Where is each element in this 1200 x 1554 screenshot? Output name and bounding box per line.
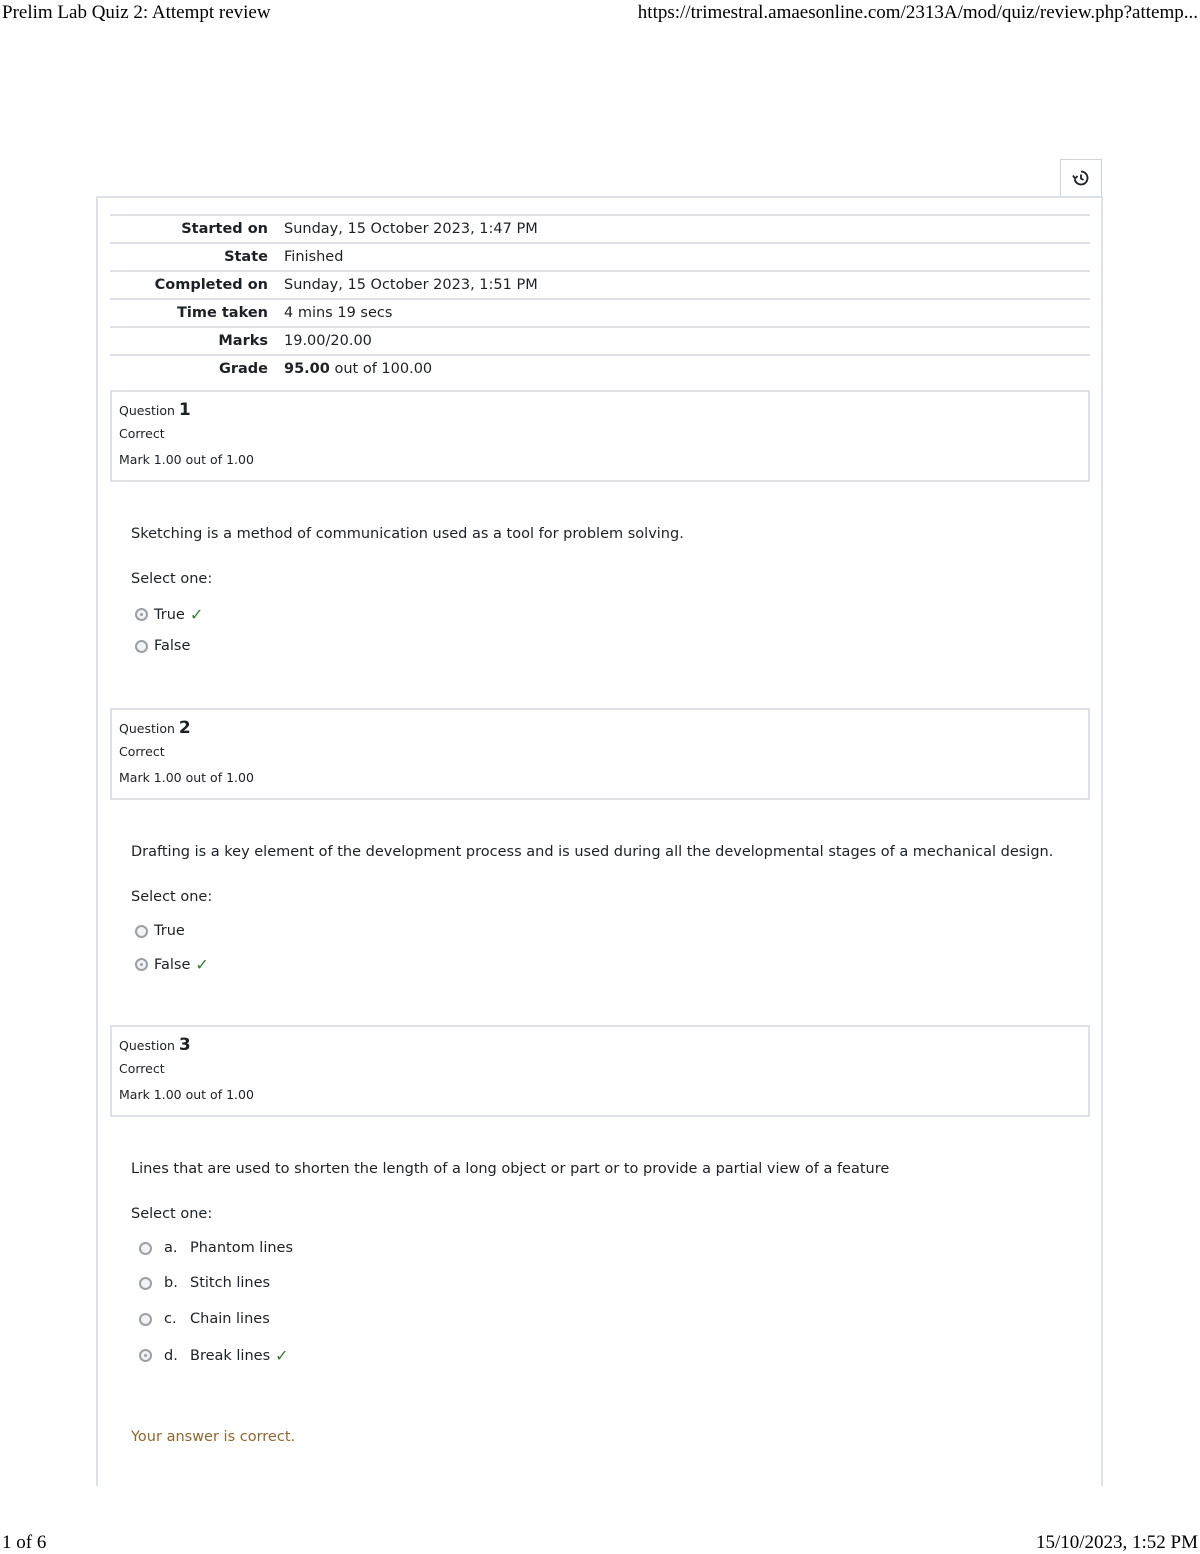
question-mark: Mark 1.00 out of 1.00 [119,770,254,785]
summary-row-marks [110,327,1090,355]
question-status: Correct [119,426,165,441]
question-number [119,718,1081,744]
question-number-value: 3 [178,1035,191,1055]
question-status: Correct [119,744,165,759]
print-url: https://trimestral.amaesonline.com/2313A/mod/quiz/review.php?attemp... [637,2,1198,23]
question-number [119,1035,1081,1061]
print-footer [0,1530,1200,1554]
radio-button[interactable] [135,925,148,938]
select-one-prompt: Select one: [131,571,213,587]
radio-button-selected[interactable] [139,1349,152,1362]
option-letter: d. [164,1347,178,1364]
answer-option[interactable] [139,1346,289,1365]
state-label: State [224,249,268,265]
question-text: Lines that are used to shorten the length of a long object or part or to provide a partial view of a feature [131,1161,890,1177]
summary-row-started [110,215,1090,243]
answer-option[interactable] [135,955,209,974]
question-number-value: 1 [178,400,191,420]
page-counter: 1 of 6 [2,1532,47,1553]
option-letter: b. [164,1275,178,1291]
answer-option[interactable] [135,605,203,624]
grade-label: Grade [218,361,268,377]
radio-button[interactable] [135,640,148,653]
marks-label: Marks [218,333,268,349]
select-one-prompt: Select one: [131,889,213,905]
option-label: Stitch lines [190,1275,271,1291]
option-label: Break lines [190,1347,271,1364]
time-taken-label: Time taken [177,305,268,321]
question-status: Correct [119,1061,165,1076]
radio-button[interactable] [139,1313,152,1326]
question-mark: Mark 1.00 out of 1.00 [119,1087,254,1102]
radio-button-selected[interactable] [135,608,148,621]
summary-row-time [110,299,1090,327]
answer-feedback: Your answer is correct. [131,1429,296,1445]
history-icon [1072,169,1090,187]
print-datetime: 15/10/2023, 1:52 PM [1035,1532,1198,1553]
print-title: Prelim Lab Quiz 2: Attempt review [2,2,271,23]
question-text: Sketching is a method of communication used as a tool for problem solving. [131,526,684,542]
answer-option[interactable] [139,1311,270,1327]
grade-score: 95.00 [284,361,330,377]
option-label: True [154,606,185,623]
select-one-prompt: Select one: [131,1206,213,1222]
print-header [0,0,1200,26]
question-word: Question [119,721,175,736]
grade-value [276,355,1090,382]
option-letter: c. [164,1311,177,1327]
question-number-value: 2 [178,718,191,738]
attempt-history-button[interactable] [1060,159,1102,197]
option-label: False [154,956,191,973]
question-word: Question [119,1038,175,1053]
answer-option[interactable] [135,923,185,939]
question-word: Question [119,403,175,418]
summary-row-state [110,243,1090,271]
check-icon: ✓ [275,1346,289,1365]
option-label: False [154,638,191,654]
answer-option[interactable] [139,1240,293,1256]
answer-option[interactable] [139,1275,270,1291]
marks-value: 19.00/20.00 [284,333,372,349]
radio-button[interactable] [139,1277,152,1290]
radio-button[interactable] [139,1242,152,1255]
time-taken-value: 4 mins 19 secs [284,305,393,321]
summary-row-completed [110,271,1090,299]
question-text: Drafting is a key element of the development process and is used during all the developmental stages of a mechanical design. [131,844,1054,860]
question-info-3 [110,1025,1090,1117]
attempt-summary-table [110,214,1090,382]
completed-on-label: Completed on [154,277,268,293]
started-on-value: Sunday, 15 October 2023, 1:47 PM [284,221,538,237]
check-icon: ✓ [195,955,209,974]
radio-button-selected[interactable] [135,958,148,971]
state-value: Finished [284,249,344,265]
option-label: True [154,923,185,939]
completed-on-value: Sunday, 15 October 2023, 1:51 PM [284,277,538,293]
option-letter: a. [164,1240,178,1256]
question-number [119,400,1081,426]
check-icon: ✓ [189,605,204,624]
summary-row-grade [110,355,1090,382]
started-on-label: Started on [181,221,268,237]
question-info-2 [110,708,1090,800]
option-label: Phantom lines [190,1240,294,1256]
question-mark: Mark 1.00 out of 1.00 [119,452,254,467]
grade-out-of: out of 100.00 [329,361,433,377]
question-info-1 [110,390,1090,482]
answer-option[interactable] [135,638,190,654]
option-label: Chain lines [190,1311,270,1327]
